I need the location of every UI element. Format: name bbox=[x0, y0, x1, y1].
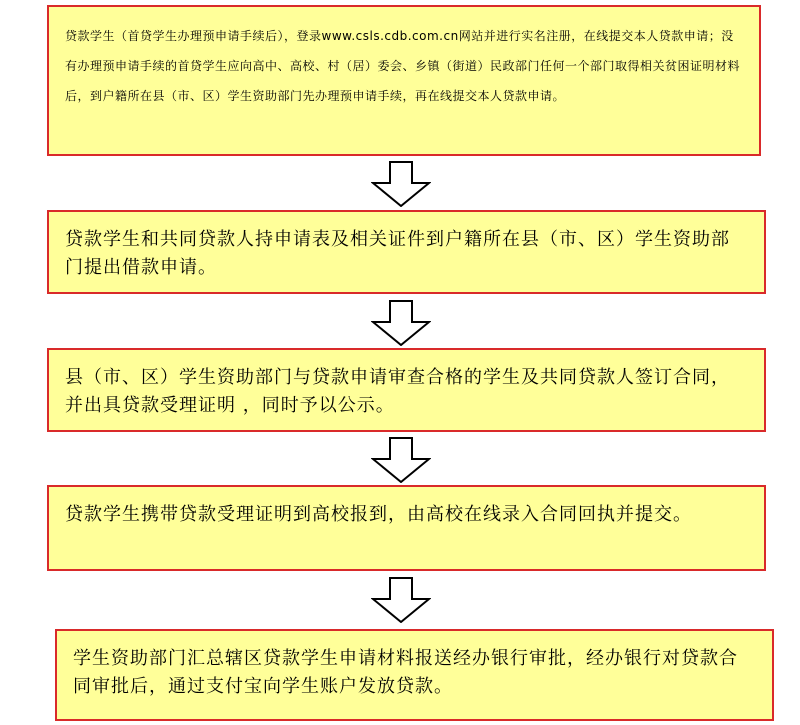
down-arrow-icon bbox=[371, 437, 431, 483]
down-arrow-icon bbox=[371, 300, 431, 346]
step-1-online-application-box bbox=[47, 5, 761, 156]
down-arrow-icon bbox=[371, 577, 431, 623]
step-4-text: 贷款学生携带贷款受理证明到高校报到，由高校在线录入合同回执并提交。 bbox=[65, 504, 692, 525]
step-4-university-report-box bbox=[47, 485, 766, 571]
step-5-text: 学生资助部门汇总辖区贷款学生申请材料报送经办银行审批，经办银行对贷款合同审批后，通过支付宝向学生账户发放贷款。 bbox=[73, 648, 738, 697]
step-2-text: 贷款学生和共同贷款人持申请表及相关证件到户籍所在县（市、区）学生资助部门提出借款申请。 bbox=[65, 229, 730, 278]
step-3-text: 县（市、区）学生资助部门与贷款申请审查合格的学生及共同贷款人签订合同，并出具贷款受理证明 ，同时予以公示。 bbox=[65, 367, 730, 416]
step-2-loan-request-box bbox=[47, 210, 766, 294]
down-arrow-icon bbox=[371, 161, 431, 207]
step-1-text: 贷款学生（首贷学生办理预申请手续后），登录www.csls.cdb.com.cn网站并进行实名注册，在线提交本人贷款申请；没有办理预申请手续的首贷学生应向高中、高校、村（居）委会、乡镇（街道）民政部门任何一个部门取得相关贫困证明材料后，到户籍所在县（市、区）学生资助部门先办理预申请手续，再在线提交本人贷款申请。 bbox=[65, 29, 741, 103]
step-5-bank-approval-box bbox=[55, 629, 774, 721]
step-3-contract-signing-box bbox=[47, 348, 766, 432]
